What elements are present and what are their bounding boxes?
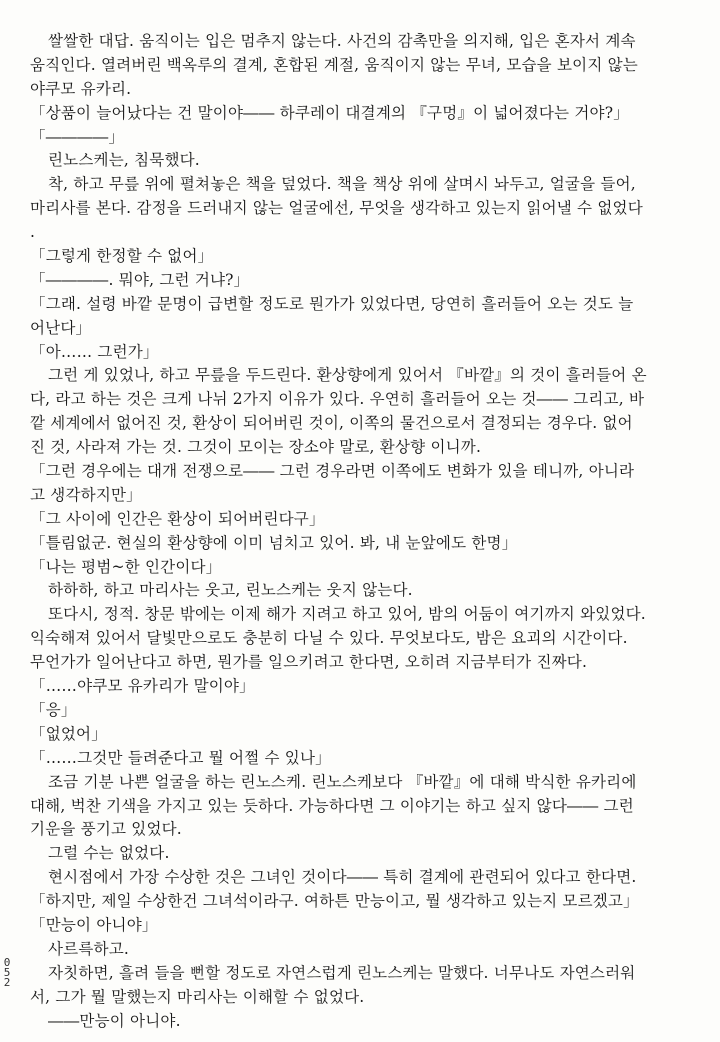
text-line: 어난다」 xyxy=(30,318,92,337)
text-line: 「만능이 아니야」 xyxy=(30,915,158,934)
text-line: 하하하, 하고 마리사는 웃고, 린노스케는 웃지 않는다. xyxy=(48,581,413,600)
text-line: 「나는 평범~한 인간이다」 xyxy=(30,557,222,576)
text-line: 고 생각하지만」 xyxy=(30,485,142,504)
text-line: 「응」 xyxy=(30,700,77,719)
text-line: 「그런 경우에는 대개 전쟁으로―― 그런 경우라면 이쪽에도 변화가 있을 테니까, 아니라 xyxy=(30,462,635,481)
text-line: ――만능이 아니야. xyxy=(48,1011,181,1030)
text-line: 서, 그가 뭘 말했는지 마리사는 이해할 수 없었다. xyxy=(30,987,365,1006)
text-line: 쌀쌀한 대답. 움직이는 입은 멈추지 않는다. 사건의 감촉만을 의지해, 입은 혼자서 계속 xyxy=(48,32,636,50)
text-line: 「상품이 늘어났다는 건 말이야―― 하쿠레이 대결계의 『구멍』이 넓어졌다는 거야?」 xyxy=(30,103,629,122)
text-line: 마리사를 본다. 감정을 드러내지 않는 얼굴에선, 무엇을 생각하고 있는지 읽어낼 수 없었다 xyxy=(30,199,643,218)
text-line: 진 것, 사라져 가는 것. 그것이 모이는 장소야 말로, 환상향 이니까. xyxy=(30,438,482,457)
page-number: 0 5 2 xyxy=(3,956,11,989)
text-line: 그럴 수는 없었다. xyxy=(48,844,170,863)
text-line: 「하지만, 제일 수상한건 그녀석이라구. 여하튼 만능이고, 뭘 생각하고 있는지 모르겠고」 xyxy=(30,892,639,911)
text-line: 무언가가 일어난다고 하면, 뭔가를 일으키려고 한다면, 오히려 지금부터가 진짜다. xyxy=(30,653,588,672)
text-line: 착, 하고 무릎 위에 펼쳐놓은 책을 덮었다. 책을 책상 위에 살며시 놔두고, 얼굴을 들어, xyxy=(48,175,636,194)
text-line: 또다시, 정적. 창문 밖에는 이제 해가 지려고 하고 있어, 밤의 어둠이 여기까지 와있었다. xyxy=(48,605,646,624)
text-line: 「……야쿠모 유카리가 말이야」 xyxy=(30,677,255,696)
page-body-text xyxy=(30,30,690,1033)
text-line: 현시점에서 가장 수상한 것은 그녀인 것이다―― 특히 결계에 관련되어 있다고 한다면. xyxy=(48,868,637,887)
text-line: 「그 사이에 인간은 환상이 되어버린다구」 xyxy=(30,509,325,528)
text-line: 사르륵하고. xyxy=(48,939,129,958)
text-line: 「그래. 설령 바깥 문명이 급변할 정도로 뭔가가 있었다면, 당연히 흘러들어 오는 것도 늘 xyxy=(30,294,634,313)
text-line: 「없었어」 xyxy=(30,724,107,743)
text-line: 다, 라고 하는 것은 크게 나뉘 2가지 이유가 있다. 우연히 흘러들어 오는 것―― 그리고, 바 xyxy=(30,390,645,409)
text-line: 깥 세계에서 없어진 것, 환상이 되어버린 것이, 이쪽의 물건으로서 결정되는 경우다. 없어 xyxy=(30,414,633,433)
text-line: 움직인다. 열려버린 백옥루의 결계, 혼합된 계절, 움직이지 않는 무녀, 모습을 보이지 않는 xyxy=(30,55,638,74)
text-line: 기운을 풍기고 있었다. xyxy=(30,820,182,839)
text-line: 「……그것만 들려준다고 뭘 어쩔 수 있나」 xyxy=(30,748,331,767)
text-line: 익숙해져 있어서 달빛만으로도 충분히 다닐 수 있다. 무엇보다도, 밤은 요괴의 시간이다. xyxy=(30,629,628,648)
text-line: 「틀림없군. 현실의 환상향에 이미 넘치고 있어. 봐, 내 눈앞에도 한명」 xyxy=(30,533,518,552)
text-line: 린노스케는, 침묵했다. xyxy=(48,151,200,170)
text-line: 조금 기분 나쁜 얼굴을 하는 린노스케. 린노스케보다 『바깥』에 대해 박식한 유카리에 xyxy=(48,772,637,791)
text-line: 야쿠모 유카리. xyxy=(30,79,132,98)
text-line: 그런 게 있었나, 하고 무릎을 두드린다. 환상향에게 있어서 『바깥』의 것이 흘러들어 온 xyxy=(48,366,647,385)
text-line: 「아…… 그런가」 xyxy=(30,342,159,361)
text-line: 「――――. 뭐야, 그런 거냐?」 xyxy=(30,270,250,289)
text-line: 「그렇게 한정할 수 없어」 xyxy=(30,247,214,266)
text-line: . xyxy=(30,223,36,242)
text-line: 「――――」 xyxy=(30,127,125,146)
text-line: 대해, 벅찬 기색을 가지고 있는 듯하다. 가능하다면 그 이야기는 하고 싶지 않다―― 그런 xyxy=(30,796,634,815)
text-line: 자칫하면, 흘려 들을 뻔할 정도로 자연스럽게 린노스케는 말했다. 너무나도 자연스러워 xyxy=(48,963,636,982)
